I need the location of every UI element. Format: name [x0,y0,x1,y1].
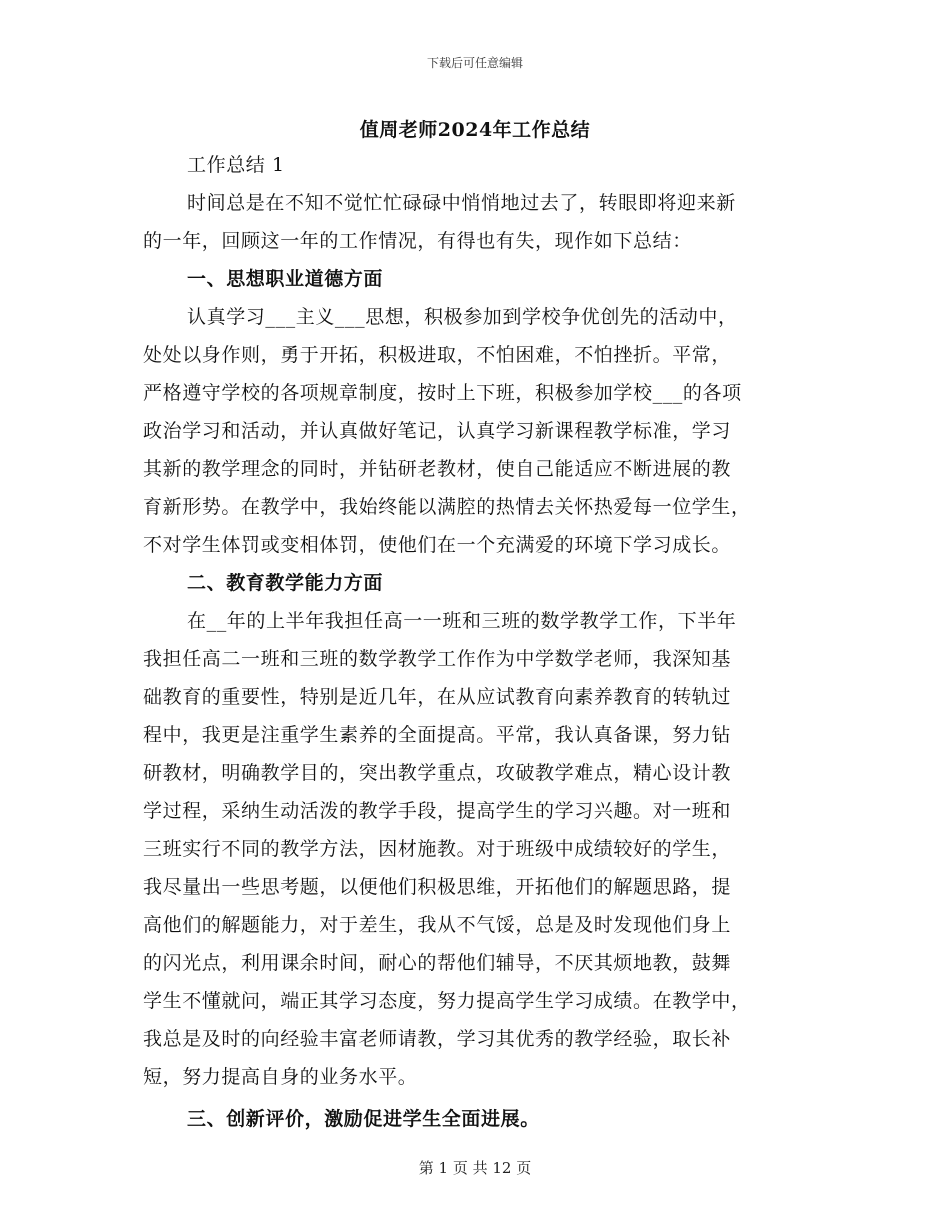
section-heading: 三、创新评价，激励促进学生全面进展。 [187,1108,540,1130]
paragraph-line: 短，努力提高自身的业务水平。 [143,1066,418,1088]
paragraph-line: 高他们的解题能力，对于差生，我从不气馁，总是及时发现他们身上 [143,914,732,936]
intro-line: 的一年，回顾这一年的工作情况，有得也有失，现作如下总结： [143,230,692,252]
paragraph-line: 学过程，采纳生动活泼的教学手段，提高学生的学习兴趣。对一班和 [143,800,732,822]
paragraph-line: 我尽量出一些思考题，以便他们积极思维，开拓他们的解题思路，提 [143,876,732,898]
document-body [143,146,809,1138]
section-heading: 二、教育教学能力方面 [187,572,384,594]
paragraph-line: 政治学习和活动，并认真做好笔记，认真学习新课程教学标准，学习 [143,420,732,442]
page-header: 下载后可任意编辑 [426,56,523,70]
paragraph-line: 其新的教学理念的同时，并钻研老教材，使自己能适应不断进展的教 [143,458,732,480]
paragraph-line: 我总是及时的向经验丰富老师请教，学习其优秀的教学经验，取长补 [143,1028,732,1050]
paragraph-line: 认真学习___主义___思想，积极参加到学校争优创先的活动中， [187,306,738,328]
paragraph-line: 我担任高二一班和三班的数学教学工作作为中学数学老师，我深知基 [143,648,732,670]
paragraph-line: 不对学生体罚或变相体罚，使他们在一个充满爱的环境下学习成长。 [143,534,732,556]
paragraph-line: 的闪光点，利用课余时间，耐心的帮他们辅导，不厌其烦地教，鼓舞 [143,952,732,974]
subtitle: 工作总结 1 [187,154,285,176]
paragraph-line: 研教材，明确教学目的，突出教学重点，攻破教学难点，精心设计教 [143,762,732,784]
paragraph-line: 育新形势。在教学中，我始终能以满腔的热情去关怀热爱每一位学生， [143,496,751,518]
paragraph-line: 学生不懂就问，端正其学习态度，努力提高学生学习成绩。在教学中， [143,990,751,1012]
section-heading: 一、思想职业道德方面 [187,268,384,290]
paragraph-line: 在__年的上半年我担任高一一班和三班的数学教学工作，下半年 [187,610,737,632]
paragraph-line: 严格遵守学校的各项规章制度，按时上下班，积极参加学校___的各项 [143,382,742,404]
paragraph-line: 程中，我更是注重学生素养的全面提高。平常，我认真备课，努力钻 [143,724,732,746]
page-footer: 第 1 页 共 12 页 [418,1159,532,1177]
intro-line: 时间总是在不知不觉忙忙碌碌中悄悄地过去了，转眼即将迎来新 [187,192,736,214]
paragraph-line: 础教育的重要性，特别是近几年，在从应试教育向素养教育的转轨过 [143,686,732,708]
paragraph-line: 处处以身作则，勇于开拓，积极进取，不怕困难，不怕挫折。平常， [143,344,732,366]
paragraph-line: 三班实行不同的教学方法，因材施教。对于班级中成绩较好的学生， [143,838,732,860]
document-title: 值周老师2024年工作总结 [359,119,591,141]
